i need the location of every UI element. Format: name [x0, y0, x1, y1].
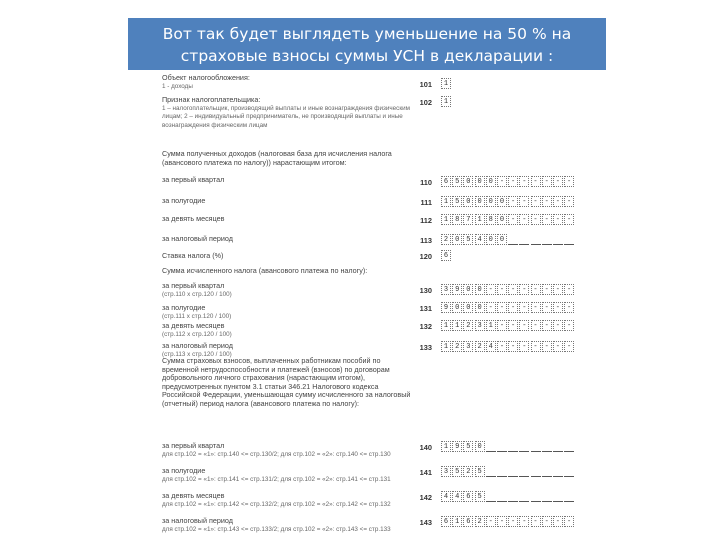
slide-title-line-2: страховые взносы суммы УСН в декларации : [180, 47, 554, 65]
value-cell: 1 [441, 78, 451, 89]
value-cell: 5 [452, 176, 462, 187]
form-row-label [162, 267, 417, 276]
value-cell: - [519, 196, 529, 207]
value-cell: - [553, 214, 563, 225]
form-row-note: 1 – налогоплательщик, производящий выплаты и иные вознаграждения физическим лицам; 2 – индивидуальный предприниматель, не производящий выплаты и иные вознаграждения физическим лицам [162, 104, 410, 129]
form-row-title: за налоговый период [162, 234, 233, 243]
form-row-note: (стр.113 х стр.120 / 100) [162, 350, 232, 358]
value-cell: - [486, 284, 496, 295]
value-cell [553, 234, 563, 245]
value-cell: 6 [441, 176, 451, 187]
value-cell: - [531, 516, 541, 527]
line-code: 102 [419, 98, 432, 107]
form-row-title: за налоговый период [162, 516, 233, 525]
value-cell: 4 [441, 491, 451, 502]
value-cell [542, 491, 552, 502]
form-row-title: за полугодие [162, 466, 206, 475]
form-row-title: за первый квартал [162, 441, 225, 450]
value-cell: - [542, 516, 552, 527]
value-cell [531, 466, 541, 477]
value-cell: - [519, 284, 529, 295]
value-cell: - [564, 516, 574, 527]
value-cell: - [519, 341, 529, 352]
value-cell [486, 491, 496, 502]
value-cells [441, 320, 575, 331]
declaration-form [150, 72, 590, 540]
value-cell: 9 [452, 441, 462, 452]
value-cell: 1 [441, 196, 451, 207]
value-cell: - [531, 284, 541, 295]
line-code: 101 [419, 80, 432, 89]
value-cell: 2 [463, 466, 473, 477]
value-cell: - [553, 196, 563, 207]
value-cell: 0 [463, 302, 473, 313]
value-cell: 4 [452, 491, 462, 502]
value-cell: 0 [475, 284, 485, 295]
value-cell: 8 [486, 214, 496, 225]
form-row-title: за девять месяцев [162, 491, 225, 500]
value-cell [519, 441, 529, 452]
form-row-label [162, 74, 417, 91]
value-cells [441, 214, 575, 225]
value-cell [531, 491, 541, 502]
value-cell: 5 [475, 466, 485, 477]
value-cell: - [531, 196, 541, 207]
value-cell: 2 [452, 341, 462, 352]
value-cell: - [497, 320, 507, 331]
form-row-title: за полугодие [162, 196, 206, 205]
value-cell: - [497, 341, 507, 352]
value-cell: - [542, 196, 552, 207]
slide-title-line-1: Вот так будет выглядеть уменьшение на 50 % на [162, 25, 572, 43]
form-row-label [162, 517, 417, 534]
value-cell: 6 [463, 516, 473, 527]
value-cell: - [497, 516, 507, 527]
value-cell: - [519, 176, 529, 187]
value-cell [531, 441, 541, 452]
form-row-label [162, 252, 417, 261]
value-cell: - [553, 516, 563, 527]
value-cell: - [519, 214, 529, 225]
line-code: 143 [419, 518, 432, 527]
form-row-title: за первый квартал [162, 175, 225, 184]
value-cell: 1 [441, 320, 451, 331]
value-cell: - [564, 320, 574, 331]
value-cell: 0 [486, 234, 496, 245]
value-cell: - [531, 302, 541, 313]
value-cell: 0 [497, 234, 507, 245]
value-cell: 0 [475, 302, 485, 313]
value-cell: 6 [463, 491, 473, 502]
value-cell: - [553, 176, 563, 187]
line-code: 131 [419, 304, 432, 313]
form-row-label [162, 442, 417, 459]
value-cells [441, 302, 575, 313]
value-cell: 2 [463, 320, 473, 331]
value-cell: 3 [475, 320, 485, 331]
value-cells [441, 176, 575, 187]
line-code: 111 [420, 198, 432, 207]
value-cell [564, 491, 574, 502]
form-row-label [162, 215, 417, 224]
value-cell: 5 [475, 491, 485, 502]
form-row-label [162, 282, 417, 299]
form-row-title: за полугодие [162, 303, 206, 312]
form-row-label [162, 492, 417, 509]
value-cell: - [531, 320, 541, 331]
value-cell [553, 466, 563, 477]
value-cell: 2 [475, 516, 485, 527]
value-cell: 1 [441, 341, 451, 352]
value-cell: 0 [452, 302, 462, 313]
value-cell: 1 [441, 441, 451, 452]
value-cell: 0 [475, 196, 485, 207]
value-cell: 0 [463, 284, 473, 295]
value-cell: 0 [486, 196, 496, 207]
value-cell: - [508, 196, 518, 207]
value-cell: 0 [452, 234, 462, 245]
form-row-label [162, 304, 417, 321]
value-cell [497, 491, 507, 502]
value-cell: - [486, 516, 496, 527]
value-cell: - [542, 284, 552, 295]
value-cell [519, 234, 529, 245]
form-row-note: (стр.111 х стр.120 / 100) [162, 312, 232, 320]
value-cell [508, 491, 518, 502]
value-cell: - [564, 302, 574, 313]
value-cell: 2 [441, 234, 451, 245]
value-cell: 1 [475, 214, 485, 225]
value-cell: 5 [452, 196, 462, 207]
value-cell: 0 [497, 196, 507, 207]
value-cell [508, 466, 518, 477]
value-cell: 6 [441, 250, 451, 261]
value-cell: - [497, 284, 507, 295]
value-cell: - [508, 341, 518, 352]
form-row-title: Объект налогообложения: [162, 73, 250, 82]
value-cell: 0 [463, 196, 473, 207]
value-cell [519, 466, 529, 477]
form-row-title: Сумма полученных доходов (налоговая база для исчисления налога (авансового платежа по налогу)) нарастающим итогом: [162, 149, 392, 167]
value-cell: - [564, 284, 574, 295]
value-cell: - [508, 176, 518, 187]
value-cell: - [564, 176, 574, 187]
form-row-title: Сумма страховых взносов, выплаченных работникам пособий по временной нетрудоспособности и платежей (взносов) по договорам добровольного личного страхования (нарастающим итогом), предусмотренных пунктом 3.1 статьи 346.21 Налогового кодекса Российской Федерации, уменьшающая сумму исчисленного за налоговый (отчетный) период налога (авансового платежа по налогу): [162, 356, 411, 408]
form-row-note: для стр.102 = «1»: стр.143 <= стр.133/2; для стр.102 = «2»: стр.143 <= стр.133 [162, 525, 391, 533]
value-cell: - [542, 302, 552, 313]
value-cell: 4 [486, 341, 496, 352]
line-code: 132 [419, 322, 432, 331]
value-cell: 5 [463, 234, 473, 245]
value-cell [564, 441, 574, 452]
value-cell: 5 [463, 441, 473, 452]
value-cell: 1 [441, 214, 451, 225]
value-cell: 0 [475, 176, 485, 187]
value-cell: 2 [475, 341, 485, 352]
form-row-label [162, 150, 417, 167]
value-cell: - [553, 302, 563, 313]
value-cell: 0 [475, 441, 485, 452]
value-cell: - [497, 176, 507, 187]
value-cell: - [519, 516, 529, 527]
value-cell: 9 [441, 302, 451, 313]
value-cell: 9 [452, 284, 462, 295]
line-code: 113 [420, 236, 432, 245]
value-cell [531, 234, 541, 245]
slide-title-banner [128, 18, 606, 70]
form-row-label [162, 176, 417, 185]
form-row-title: Признак налогоплательщика: [162, 95, 261, 104]
value-cell: 5 [452, 466, 462, 477]
value-cells [441, 78, 452, 89]
value-cells [441, 466, 575, 477]
value-cell: - [553, 320, 563, 331]
value-cell: 4 [475, 234, 485, 245]
form-row-label [162, 357, 417, 409]
form-row-label [162, 235, 417, 244]
line-code: 140 [419, 443, 432, 452]
value-cells [441, 441, 575, 452]
value-cell: 1 [486, 320, 496, 331]
value-cell: - [531, 341, 541, 352]
value-cell: - [531, 176, 541, 187]
value-cell: - [519, 302, 529, 313]
value-cell: - [508, 302, 518, 313]
value-cells [441, 341, 575, 352]
form-row-note: (стр.112 х стр.120 / 100) [162, 330, 232, 338]
form-row-title: за девять месяцев [162, 321, 225, 330]
value-cell [497, 466, 507, 477]
value-cell: 1 [452, 320, 462, 331]
value-cell: - [486, 302, 496, 313]
form-row-label [162, 197, 417, 206]
value-cell: - [497, 302, 507, 313]
line-code: 110 [420, 178, 432, 187]
form-row-note: для стр.102 = «1»: стр.141 <= стр.131/2; для стр.102 = «2»: стр.141 <= стр.131 [162, 475, 391, 483]
line-code: 112 [420, 216, 432, 225]
value-cell: 0 [497, 214, 507, 225]
value-cell: 1 [452, 516, 462, 527]
value-cells [441, 196, 575, 207]
value-cell: - [553, 284, 563, 295]
value-cell [519, 491, 529, 502]
value-cell: - [542, 341, 552, 352]
value-cell [542, 441, 552, 452]
value-cell: - [564, 341, 574, 352]
value-cell: - [519, 320, 529, 331]
value-cell: - [508, 284, 518, 295]
value-cell: - [553, 341, 563, 352]
form-row-title: за первый квартал [162, 281, 225, 290]
form-row-title: за девять месяцев [162, 214, 225, 223]
value-cell: - [531, 214, 541, 225]
value-cell: 6 [441, 516, 451, 527]
value-cells [441, 516, 575, 527]
value-cell [486, 466, 496, 477]
value-cells [441, 491, 575, 502]
value-cell [564, 234, 574, 245]
value-cell: - [508, 516, 518, 527]
value-cell: - [564, 214, 574, 225]
value-cells [441, 96, 452, 107]
line-code: 133 [419, 343, 432, 352]
line-code: 142 [419, 493, 432, 502]
value-cell: 3 [441, 284, 451, 295]
value-cells [441, 234, 575, 245]
value-cell [486, 441, 496, 452]
form-row-title: за налоговый период [162, 341, 233, 350]
line-code: 130 [419, 286, 432, 295]
form-row-note: для стр.102 = «1»: стр.140 <= стр.130/2; для стр.102 = «2»: стр.140 <= стр.130 [162, 450, 391, 458]
value-cell: 0 [486, 176, 496, 187]
form-row-label [162, 467, 417, 484]
form-row-note: (стр.110 х стр.120 / 100) [162, 290, 232, 298]
value-cell [542, 234, 552, 245]
line-code: 120 [419, 252, 432, 261]
form-row-label [162, 322, 417, 339]
form-row-note: 1 - доходы [162, 82, 193, 90]
value-cell [508, 441, 518, 452]
value-cell: 3 [463, 341, 473, 352]
value-cell [497, 441, 507, 452]
value-cell [508, 234, 518, 245]
value-cell: - [564, 196, 574, 207]
form-row-title: Сумма исчисленного налога (авансового платежа по налогу): [162, 266, 368, 275]
value-cell [553, 491, 563, 502]
value-cells [441, 284, 575, 295]
value-cell [564, 466, 574, 477]
value-cell: 1 [441, 96, 451, 107]
value-cell [542, 466, 552, 477]
value-cell [553, 441, 563, 452]
value-cell: - [542, 176, 552, 187]
value-cell: 7 [463, 214, 473, 225]
value-cell: - [508, 320, 518, 331]
form-row-note: для стр.102 = «1»: стр.142 <= стр.132/2; для стр.102 = «2»: стр.142 <= стр.132 [162, 500, 391, 508]
form-row-title: Ставка налога (%) [162, 251, 224, 260]
value-cell: - [508, 214, 518, 225]
value-cell: 3 [441, 466, 451, 477]
value-cell: - [542, 320, 552, 331]
form-row-label [162, 96, 417, 130]
value-cell: - [542, 214, 552, 225]
value-cell: 0 [463, 176, 473, 187]
value-cell: 8 [452, 214, 462, 225]
value-cells [441, 250, 452, 261]
line-code: 141 [419, 468, 432, 477]
